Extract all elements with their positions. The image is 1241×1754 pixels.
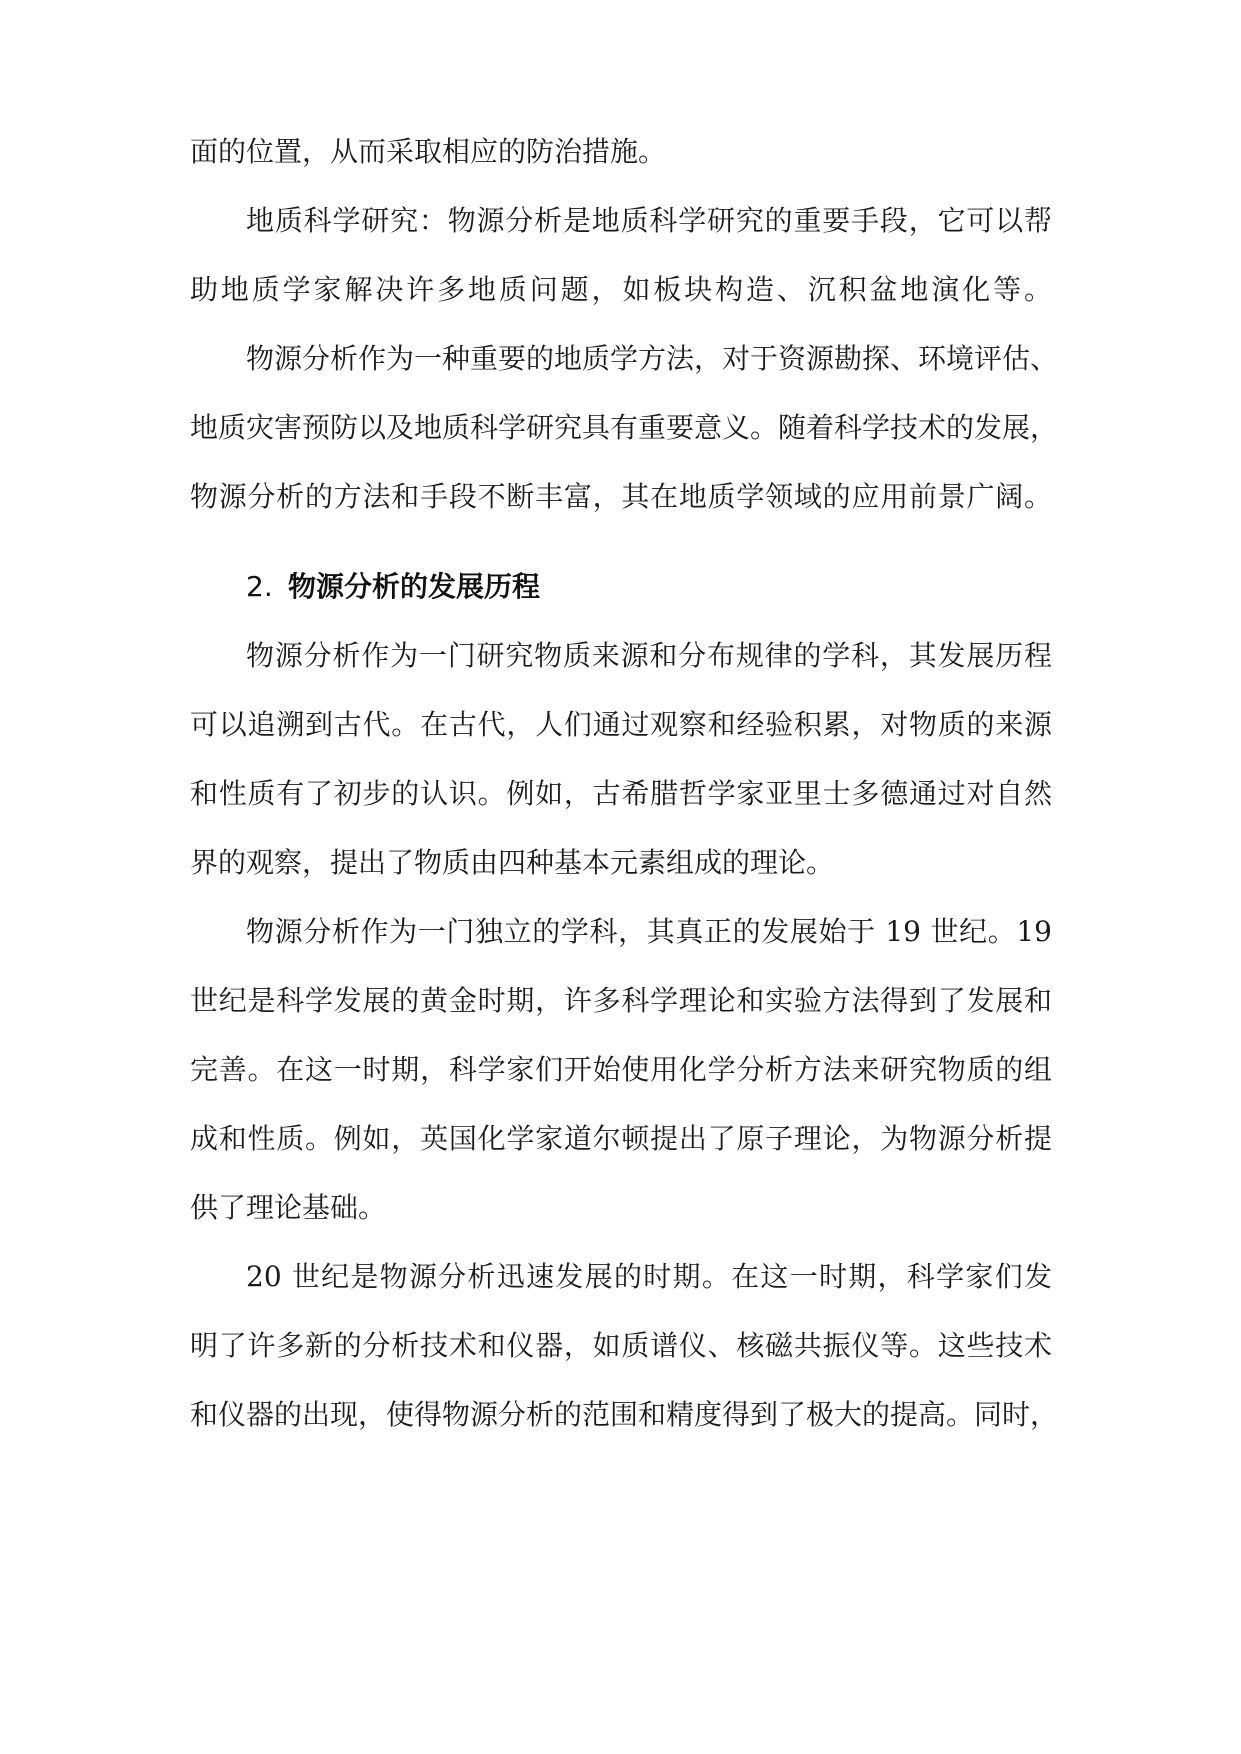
text-line: 成和性质。例如，英国化学家道尔顿提出了原子理论，为物源分析提 — [190, 1122, 1052, 1155]
section-heading — [246, 567, 540, 607]
text-line: 物源分析作为一门研究物质来源和分布规律的学科，其发展历程 — [246, 639, 1052, 672]
text-line: 物源分析作为一门独立的学科，其真正的发展始于 19 世纪。19 — [246, 915, 1052, 948]
section-title: 物源分析的发展历程 — [288, 570, 541, 603]
text-line: 和性质有了初步的认识。例如，古希腊哲学家亚里士多德通过对自然 — [190, 777, 1052, 810]
text-line: 物源分析作为一种重要的地质学方法，对于资源勘探、环境评估、 — [246, 342, 1059, 375]
text-line: 明了许多新的分析技术和仪器，如质谱仪、核磁共振仪等。这些技术 — [190, 1329, 1052, 1362]
text-line: 世纪是科学发展的黄金时期，许多科学理论和实验方法得到了发展和 — [190, 984, 1052, 1017]
section-number: 2. — [246, 570, 273, 603]
text-line: 20 世纪是物源分析迅速发展的时期。在这一时期，科学家们发 — [246, 1260, 1052, 1293]
text-line: 可以追溯到古代。在古代，人们通过观察和经验积累，对物质的来源 — [190, 708, 1052, 741]
text-line: 地质灾害预防以及地质科学研究具有重要意义。随着科学技术的发展， — [190, 411, 1059, 444]
text-line: 完善。在这一时期，科学家们开始使用化学分析方法来研究物质的组 — [190, 1053, 1052, 1086]
text-line: 供了理论基础。 — [190, 1191, 387, 1224]
text-line: 和仪器的出现，使得物源分析的范围和精度得到了极大的提高。同时， — [190, 1398, 1059, 1431]
text-line: 物源分析的方法和手段不断丰富，其在地质学领域的应用前景广阔。 — [190, 480, 1052, 513]
text-line: 界的观察，提出了物质由四种基本元素组成的理论。 — [190, 846, 835, 879]
text-line: 地质科学研究：物源分析是地质科学研究的重要手段，它可以帮 — [246, 204, 1052, 237]
text-line: 面的位置，从而采取相应的防治措施。 — [190, 135, 667, 168]
text-line: 助地质学家解决许多地质问题，如板块构造、沉积盆地演化等。 — [190, 273, 1052, 306]
